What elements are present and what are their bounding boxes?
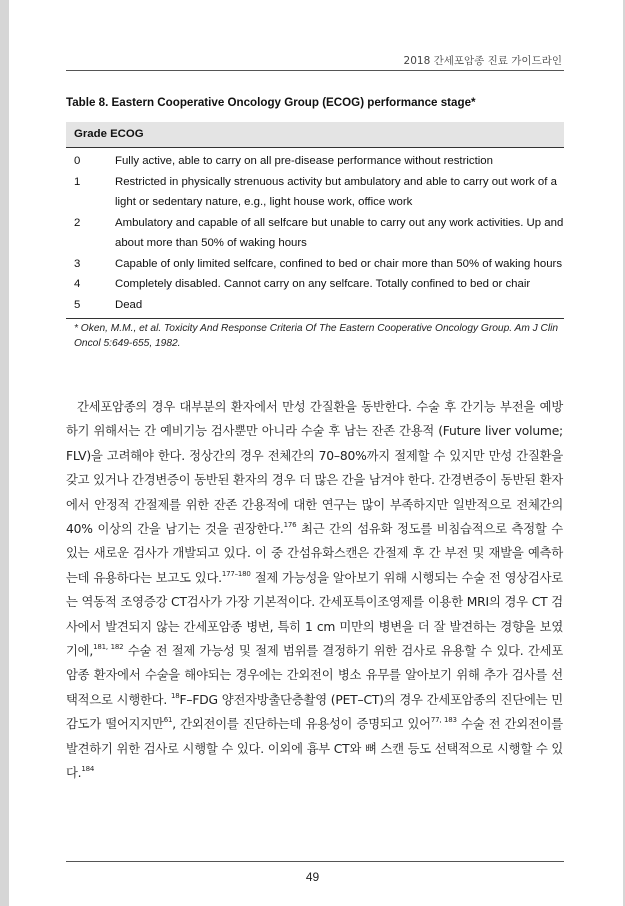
grade-cell: 0 [74,155,81,167]
reference-citation[interactable]: 61 [163,716,173,725]
reference-citation[interactable]: 77, 183 [430,716,457,725]
reference-citation[interactable]: 181, 182 [93,643,124,652]
body-text-segment: 수술 전 절제 가능성 및 절제 범위를 결정하기 위한 검사로 유용할 수 있다. 간세포암종 환자에서 수술을 해야되는 경우에는 간외전이 병소 유무를 알아보기 위해 추가 검사를 선택적으로 시행한다. [66,644,563,707]
body-text-segment: 수술 전 간외전이를 발견하기 위한 검사로 시행할 수 있다. 이외에 흉부 CT와 뼈 스캔 등도 선택적으로 시행할 수 있다. [66,717,563,781]
body-paragraph [66,395,563,786]
reference-citation[interactable]: 176 [283,521,297,530]
header-rule [66,70,564,71]
body-text-segment: , 간외전이를 진단하는데 유용성이 증명되고 있어 [172,717,431,732]
description-cell: Completely disabled. Cannot carry on any selfcare. Totally confined to bed or chair [115,278,531,290]
body-text-segment: F–FDG 양전자방출단층촬영 (PET–CT)의 경우 간세포암종의 진단에는 민감도가 떨어지지만 [66,692,563,732]
footer-rule [66,861,564,862]
description-cell: Restricted in physically strenuous activity but ambulatory and able to carry out work of a light or sedentary nature, e.g., light house work, office work [115,175,557,208]
table-row [66,274,564,295]
table-row [66,172,564,213]
body-text-segment: 절제 가능성을 알아보기 위해 시행되는 수술 전 영상검사로는 역동적 조영증강 CT검사가 가장 기본적이다. 간세포특이조영제를 이용한 MRI의 경우 CT 검사에서 발견되지 않는 간세포암종 병변, 특히 1 cm 미만의 병변을 더 잘 발견하는 경향을 보였기에, [66,570,563,659]
description-cell: Capable of only limited selfcare, confined to bed or chair more than 50% of waking hours [115,257,563,270]
grade-cell: 5 [74,298,81,311]
reference-citation[interactable]: 177–180 [221,569,251,578]
table-footnote: * Oken, M.M., et al. Toxicity And Response Criteria Of The Eastern Cooperative Oncology Group. Am J Clin Oncol 5:649-655, 1982. [74,323,559,349]
description-cell: Fully active, able to carry on all pre-disease performance without restriction [115,155,493,167]
table-body [66,148,564,315]
grade-cell: 4 [74,278,81,290]
ecog-table [66,122,564,351]
page-margin-left [0,0,9,906]
reference-citation[interactable]: 184 [81,765,95,774]
running-header: 2018 간세포암종 진료 가이드라인 [403,55,562,67]
table-row [66,295,564,316]
body-text-segment: 최근 간의 섬유화 정도를 비침습적으로 측정할 수 있는 새로운 검사가 개발되고 있다. 이 중 간섬유화스캔은 간절제 후 간 부전 및 재발을 예측하는데 유용하다는 보고도 있다. [66,522,563,585]
body-text-segment: 간세포암종의 경우 대부분의 환자에서 만성 간질환을 동반한다. 수술 후 간기능 부전을 예방하기 위해서는 간 예비기능 검사뿐만 아니라 수술 후 남는 잔존 간용적 (Future liver volume; FLV)을 고려해야 한다. 정상간의 경우 전체간의 70–80%까지 절제할 수 있지만 만성 간질환을 갖고 있거나 간경변증이 동반된 환자의 경우 더 많은 간을 남겨야 한다. 간경변증이 동반된 환자에서 안정적 간절제를 위한 잔존 간용적에 대한 연구는 많이 부족하지만 일반적으로 전체간의 40% 이상의 간을 남기는 것을 권장한다. [66,400,563,537]
description-cell: Dead [115,298,143,311]
page-number: 49 [305,870,320,884]
isotope-superscript: 18 [171,691,180,700]
grade-cell: 1 [74,175,81,188]
table-title: Table 8. Eastern Cooperative Oncology Group (ECOG) performance stage* [66,96,476,109]
grade-cell: 3 [74,257,81,270]
table-row [66,213,564,254]
table-header: Grade ECOG [66,122,564,148]
table-row [66,254,564,275]
grade-cell: 2 [74,216,81,229]
table-row [66,151,564,172]
description-cell: Ambulatory and capable of all selfcare but unable to carry out any work activities. Up and about more than 50% of waking hours [115,216,564,249]
